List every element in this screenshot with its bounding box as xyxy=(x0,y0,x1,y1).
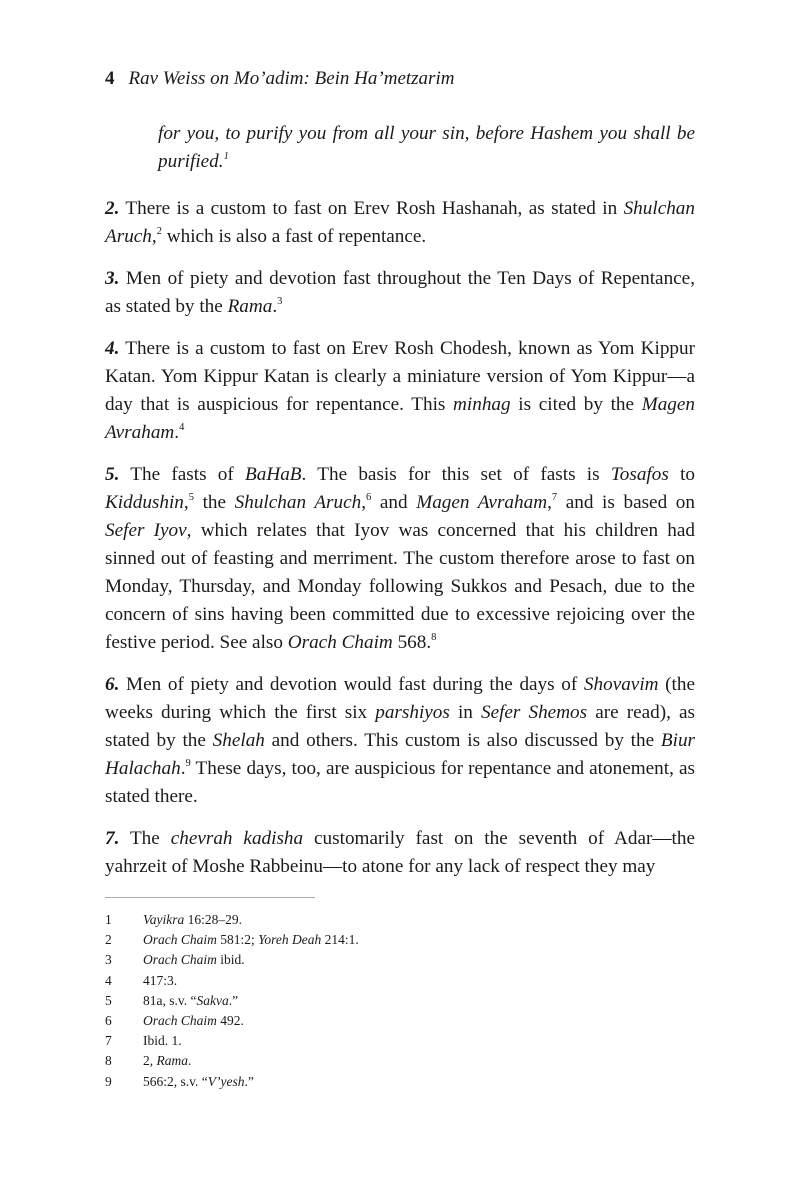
italic-term: Shulchan Aruch xyxy=(234,492,362,513)
footnote-text xyxy=(143,910,242,930)
text-run: customarily fast on the seventh of Adar—the yahrzeit of Moshe Rabbeinu—to atone for any lack of respect they may xyxy=(105,828,695,877)
paragraph-4 xyxy=(105,335,695,447)
footnote-text xyxy=(143,971,177,991)
paragraph-7 xyxy=(105,825,695,881)
italic-term: BaHaB xyxy=(245,464,302,485)
footnote-ref: 6 xyxy=(366,491,372,503)
text-run: .” xyxy=(244,1073,254,1089)
italic-term: Orach Chaim xyxy=(143,1013,217,1029)
text-run: ibid. xyxy=(216,952,245,968)
text-run: . The basis for this set of fasts is xyxy=(301,464,611,485)
text-run: Men of piety and devotion fast throughout the Ten Days of Repentance, as stated by the xyxy=(105,268,695,317)
italic-term: Sefer Shemos xyxy=(480,702,588,723)
italic-term: V’yesh xyxy=(207,1073,245,1089)
text-run: . xyxy=(174,422,180,443)
text-run: 566:2, s.v. “ xyxy=(143,1073,208,1089)
footnote-ref: 9 xyxy=(185,757,191,769)
footnote xyxy=(105,991,695,1011)
italic-term: minhag xyxy=(453,394,511,415)
page-number: 4 xyxy=(105,68,115,89)
text-run: There is a custom to fast on Erev Rosh Hashanah, as stated in xyxy=(119,198,624,219)
paragraph-5 xyxy=(105,461,695,657)
footnote xyxy=(105,1011,695,1031)
italic-term: Biur Halachah xyxy=(105,730,696,779)
footnote-number: 3 xyxy=(105,952,112,968)
text-run: . xyxy=(180,758,186,779)
text-run: (the weeks during which the first six xyxy=(105,674,695,723)
italic-term: Shelah xyxy=(212,730,265,751)
italic-term: Rama xyxy=(156,1053,188,1069)
footnote-ref: 8 xyxy=(431,631,437,643)
italic-term: Shovavim xyxy=(583,674,659,695)
footnote-number: 8 xyxy=(105,1053,112,1069)
italic-term: Magen Avraham xyxy=(105,394,695,443)
italic-term: parshiyos xyxy=(375,702,450,723)
footnote xyxy=(105,1051,695,1071)
footnote-ref: 4 xyxy=(179,421,185,433)
text-run: 581:2; xyxy=(216,932,259,948)
paragraph-number: 2. xyxy=(105,198,120,219)
italic-term: Orach Chaim xyxy=(143,952,217,968)
text-run: , xyxy=(547,492,552,513)
text-run: . xyxy=(188,1053,192,1069)
text-run: 16:28–29. xyxy=(184,912,243,927)
text-run: .” xyxy=(228,992,239,1008)
text-run: are read), as stated by the xyxy=(105,702,695,751)
text-run: 492. xyxy=(216,1013,244,1029)
footnote-text xyxy=(143,1031,182,1051)
text-run: . xyxy=(272,296,278,317)
italic-term: chevrah kadisha xyxy=(170,828,304,849)
footnote-number: 2 xyxy=(105,932,112,948)
text-run: Men of piety and devotion would fast during the days of xyxy=(119,674,584,695)
text-run: , xyxy=(361,492,367,513)
footnote-number: 9 xyxy=(105,1073,112,1089)
paragraph-number: 4. xyxy=(105,338,120,359)
footnote xyxy=(105,910,695,930)
main-text xyxy=(105,120,695,895)
text-run: and xyxy=(371,492,417,513)
italic-term: Magen Avraham xyxy=(416,492,548,513)
text-run: 81a, s.v. “ xyxy=(143,992,197,1008)
footnote xyxy=(105,1072,695,1092)
footnote-number: 4 xyxy=(105,972,112,988)
italic-term: Orach Chaim xyxy=(143,932,217,948)
text-run: to xyxy=(668,464,695,485)
footnote-ref: 3 xyxy=(277,295,283,307)
footnote-number: 6 xyxy=(105,1013,112,1029)
footnote-ref: 2 xyxy=(156,225,162,237)
footnote-number: 1 xyxy=(105,912,112,927)
footnote-ref: 1 xyxy=(223,150,229,162)
italic-term: Yoreh Deah xyxy=(258,932,322,948)
text-run: , xyxy=(183,492,189,513)
italic-term: Sefer Iyov xyxy=(105,520,187,541)
footnote-ref: 7 xyxy=(551,491,558,503)
paragraph-2 xyxy=(105,195,695,251)
text-run: 568. xyxy=(392,632,432,653)
verse-quote xyxy=(158,120,695,176)
footnote-number: 5 xyxy=(105,992,112,1008)
italic-term: Rama xyxy=(227,296,273,317)
text-run: The xyxy=(119,828,171,849)
footnote xyxy=(105,930,695,950)
text-run: the xyxy=(193,492,235,513)
text-run: and others. This custom is also discussed by the xyxy=(264,730,661,751)
paragraph-number: 6. xyxy=(105,674,120,695)
text-run: which is also a fast of repentance. xyxy=(161,226,427,247)
paragraph-number: 5. xyxy=(105,464,120,485)
footnote-number: 7 xyxy=(105,1033,112,1049)
italic-term: Orach Chaim xyxy=(287,632,393,653)
footnote-text xyxy=(143,991,238,1011)
paragraph-number: 7. xyxy=(105,828,120,849)
footnote-ref: 5 xyxy=(188,491,194,503)
footnotes xyxy=(105,910,695,1092)
text-run: , xyxy=(151,226,157,247)
paragraph-3 xyxy=(105,265,695,321)
footnote xyxy=(105,1031,695,1051)
paragraph-number: 3. xyxy=(105,268,120,289)
footnote-text xyxy=(143,1072,254,1092)
text-run: These days, too, are auspicious for repentance and atonement, as stated there. xyxy=(105,758,695,807)
running-title: Rav Weiss on Mo’adim: Bein Ha’metzarim xyxy=(128,68,455,89)
footnote-text xyxy=(143,950,245,970)
text-run: 214:1. xyxy=(321,932,359,948)
footnote-divider xyxy=(105,897,315,898)
italic-term: Sakva xyxy=(196,992,229,1008)
text-run: Ibid. 1. xyxy=(143,1033,182,1049)
quote-text: for you, to purify you from all your sin, before Hashem you shall be purified. xyxy=(158,123,695,172)
italic-term: Kiddushin xyxy=(105,492,184,513)
italic-term: Tosafos xyxy=(610,464,669,485)
paragraph-6 xyxy=(105,671,695,811)
footnote-text xyxy=(143,1051,191,1071)
italic-term: Vayikra xyxy=(143,912,185,927)
running-header xyxy=(105,68,454,90)
footnote xyxy=(105,950,695,970)
footnote xyxy=(105,971,695,991)
footnote-text xyxy=(143,1011,244,1031)
text-run: and is based on xyxy=(557,492,695,513)
text-run: There is a custom to fast on Erev Rosh Chodesh, known as Yom Kippur Katan. Yom Kippur Katan is clearly a miniature version of Yom Kippur—a day that is auspicious for repentance. This xyxy=(105,338,695,415)
text-run: The fasts of xyxy=(119,464,246,485)
footnote-text xyxy=(143,930,359,950)
text-run: 2, xyxy=(143,1053,157,1069)
text-run: , which relates that Iyov was concerned that his children had sinned out of feasting and merriment. The custom therefore arose to fast on Monday, Thursday, and Monday following Sukkos and Pesach, due to the concern of sins having been committed due to excessive rejoicing over the festive period. See also xyxy=(105,520,695,653)
text-run: is cited by the xyxy=(510,394,642,415)
text-run: in xyxy=(449,702,481,723)
text-run: 417:3. xyxy=(143,972,178,988)
italic-term: Shulchan Aruch xyxy=(105,198,695,247)
